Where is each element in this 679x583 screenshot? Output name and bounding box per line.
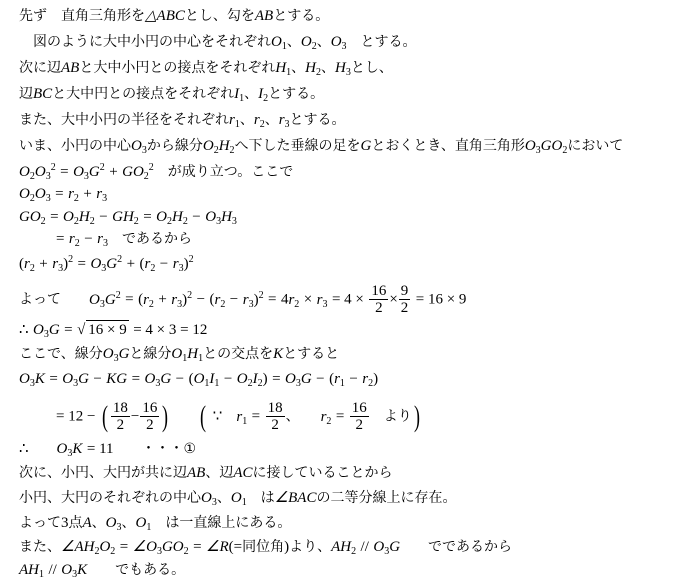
line-17: ∴ $O_3K = 11$ ・・・① bbox=[19, 441, 197, 459]
fraction-18-2b: $\frac{18}{2}$ bbox=[267, 400, 283, 433]
line-16: = 12 − ( $\frac{18}{2}$ − $\frac{16}{2}$ ) ( ∵ $r_1$ = $\frac{18}{2}$ 、 $r_2$ = $\frac{16}{2}$ より) bbox=[56, 399, 420, 433]
line-12: よって $O_3G^2 = (r_2 + r_3)^2 - (r_2 - r_3)^2 = 4r_2 \times r_3 = 4$ × $\frac{16}{2}$ × $\frac{9}{2}$ = 16 × 9 bbox=[19, 283, 467, 316]
fraction-9-2: $\frac{9}{2}$ bbox=[400, 283, 409, 316]
line-1: 先ず 直角三角形を△ABCとし、勾をABとする。 bbox=[19, 8, 330, 24]
fraction-16-2b: $\frac{16}{2}$ bbox=[142, 400, 158, 433]
line-8: $O_2O_3 = r_2 + r_3$ bbox=[19, 186, 108, 204]
fraction-18-2: $\frac{18}{2}$ bbox=[112, 400, 128, 433]
line-18: 次に、小円、大円が共に辺AB、辺ACに接していることから bbox=[19, 465, 393, 481]
line-15: $O_3K = O_3G$ − KG = $O_3G - (O_1I_1 - O_2I_2) = O_3G - (r_1 - r_2)$ bbox=[19, 371, 379, 389]
fraction-16-2: $\frac{16}{2}$ bbox=[371, 283, 387, 316]
line-11: $(r_2 + r_3)^2 = O_3G^2 + (r_2 - r_3)^2$ bbox=[19, 254, 194, 274]
line-7: $O_2O_3^2 = O_3G^2 + GO_2^2$ が成り立つ。ここで bbox=[19, 162, 294, 182]
line-9: $GO_2 = O_2H_2 - GH_2 = O_2H_2 - O_3H_3$ bbox=[19, 209, 237, 227]
line-20: よって3点A、$O_3$、$O_1$ は一直線上にある。 bbox=[19, 515, 292, 533]
line-6: いま、小円の中心$O_3$から線分$O_2H_2$へ下した垂線の足をGとおくとき、直角三角形$O_3GO_2$において bbox=[19, 138, 624, 156]
line-10: = $r_2 - r_3$ であるから bbox=[56, 231, 192, 249]
line-19: 小円、大円のそれぞれの中心$O_3$、$O_1$ は∠BACの二等分線上に存在。 bbox=[19, 490, 457, 508]
line-2: 図のように大中小円の中心をそれぞれ$O_1$、$O_2$、$O_3$ とする。 bbox=[19, 34, 417, 52]
line-3: 次に辺ABと大中小円との接点をそれぞれ$H_1$、$H_2$、$H_3$とし、 bbox=[19, 60, 393, 78]
line-14: ここで、線分$O_3G$と線分$O_1H_1$との交点をKとすると bbox=[19, 346, 340, 364]
line-5: また、大中小円の半径をそれぞれ$r_1$、$r_2$、$r_3$とする。 bbox=[19, 112, 346, 130]
line-4: 辺BCと大中円との接点をそれぞれ$I_1$、$I_2$とする。 bbox=[19, 86, 325, 104]
line-13: ∴ $O_3G$ = √ 16 × 9 = 4 × 3 = 12 bbox=[19, 322, 208, 340]
fraction-16-2c: $\frac{16}{2}$ bbox=[351, 400, 367, 433]
line-21: また、$\angle AH_2O_2$ = $\angle O_3GO_2$ = ∠R(=同位角)より、$AH_2 // O_3G$ でであるから bbox=[19, 539, 513, 557]
line-22: $AH_1 // O_3K$ でもある。 bbox=[19, 562, 186, 580]
